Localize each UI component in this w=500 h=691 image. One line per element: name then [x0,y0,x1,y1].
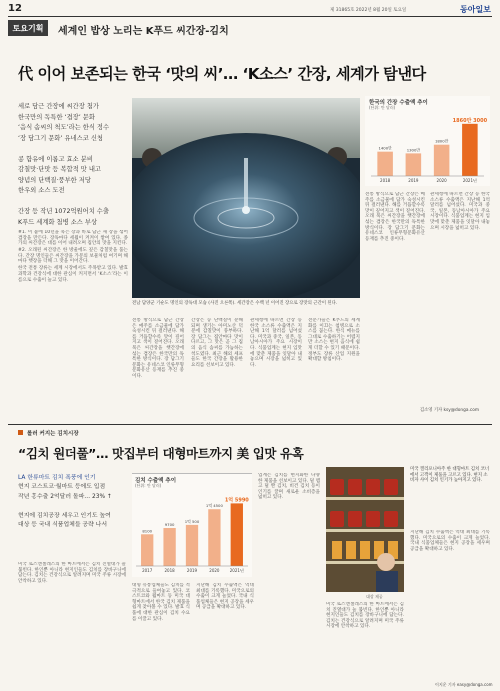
tick-label-2021년: 2021년 [229,568,244,573]
article1-body-col1 [18,230,128,418]
article2-subheads [18,474,128,530]
article1-subhead-1: 한국만의 독특한 ‘겹장’ 문화 [18,113,95,121]
kimchi-store-photo-image [326,467,404,592]
bar-2020 [208,509,220,566]
issue-info: 제 31865호 2022년 8월 20일 토요일 [330,8,407,13]
bar-2017 [141,534,153,566]
soy-sauce-photo [132,98,360,298]
article2-headline: “김치 원더풀”… 맛집부터 대형마트까지 美 입맛 유혹 [18,446,304,461]
bar-2019 [406,153,422,176]
article1-subheads [18,102,128,228]
chart2-unit: (단위: 만 달러) [135,483,162,488]
tick-label-2018: 2018 [164,568,175,573]
article1-body-col2: 전통 방식으로 담근 간장은 메주를 소금물에 담가 숙성시킨 뒤 걸러낸다. 해를 거듭할수록 맛이 깊어지고 색이 짙어진다. 오래 묵은 씨간장을 햇간장에 섞는 겹장은 한국만의 독특한 방식이다. 장 담그기 문화는 유네스코 인류무형문화유산 등재를 추진 중이다. [132,318,184,379]
article2-body-col4: 업계는 김치를 현지화한 다양한 제품을 선보이고 있다. 덜 맵고 덜 짠 김치, 비건 김치 등이 인기를 끌며 새로운 소비층을 넓히고 있다. [258,473,320,501]
article2-body-col2: 대형 유통업체들도 김치를 적극적으로 들여놓고 있다. 코스트코와 월마트 등 미국 대형마트에서 한국 김치 제품을 쉽게 찾아볼 수 있다. 발효 식품에 대한 관심이 김치 수요를 이끌고 있다. [132,583,190,622]
value-label-2018: 9700 [164,522,175,528]
article2-kicker: 롤러 커지는 김치시장 [27,431,79,437]
value-label-2019: 1억 500 [184,518,200,524]
tick-label-2020: 2020 [436,178,447,183]
bar-2018 [163,528,175,566]
kimchi-store-photo [326,467,404,592]
article1-byline: 김소영 기자 ksy@donga.com [420,408,480,413]
bar-2019 [186,525,198,566]
article1-paragraph-0: #1. 이 불에 10년을 묵은 장과 바로 담근 새 장을 섞어 겹장을 만든다. 장독마다 세월이 켜켜이 쌓여 있다. 종가의 씨간장은 대를 이어 내려오며 집안의 맛을 지킨다. [18,230,128,247]
article2-photo-caption: 미국 캘리포니아주 한 대형마트 김치 코너에서 고객이 제품을 고르고 있다. 현지 소비자 사이 김치 인기가 높아지고 있다. [410,467,490,484]
chart1-unit: (단위: 만 달러) [369,105,396,110]
article1-paragraph-1: #2. 오래된 씨간장은 한 방울에도 깊은 감칠맛을 품는다. 간장 명인들은 씨간장을 가문의 보물처럼 여기며 해마다 햇장을 더해 그 맛을 이어간다. [18,248,128,265]
bar-2021년 [462,124,478,176]
tick-label-2019: 2019 [186,568,198,573]
article2-subhead-2: 작년 홍수출 2억달러 돌파… 23% ↑ [18,493,112,500]
section-title: 세계인 밥상 노리는 K푸드 씨간장-김치 [58,26,229,37]
export-chart-2 [132,473,252,577]
chart1-plot [365,96,490,186]
header-rule [8,16,492,17]
article1-subhead-10: 간장 등 작년 1072억원어치 수출 [18,208,109,215]
article2-body-col6: 지난해 김치 수출액은 역대 최대를 기록했다. 미국으로의 수출이 크게 늘었다. 국내 식품업체들은 현지 공장을 세우며 공급을 확대하고 있다. [410,530,490,552]
soy-photo-caption: 전남 담양군 기순도 명인의 장독대 모습 (사진 오른쪽). 세간장은 수백 년 이어진 장으로 장맛의 근간이 된다. [132,301,338,306]
chart2-title: 김치 수출액 추이 [135,478,177,484]
article1-body-col3: 간장은 콩 단백질이 분해되며 생기는 아미노산 덕분에 감칠맛이 풍부하다. 장 담그는 집안마다 맛이 다르고, 그 맛은 곧 그 집의 음식 솜씨를 가늠하는 척도였다. 최근 해외 셰프들도 한국 간장을 활용한 요리를 선보이고 있다. [191,318,243,368]
section-tag-label: 토요기획 [12,24,44,33]
article2-byline: 이지운 기자 easy@donga.com [435,682,493,687]
article1-subhead-2: ‘음식 솜씨의 척도’라는 한식 정수 [18,124,110,131]
article2-subhead-3 [18,502,128,511]
bar-2021년 [231,503,243,566]
kicker-marker [18,430,23,435]
value-label-2020: 1800만 [434,138,449,144]
tick-label-2021년: 2021년 [462,178,477,183]
article2-subhead-4: 현지에 김치공장 세우고 인기도 높여 [18,512,111,519]
article2-subhead-5: 대상 등 국내 식품업체들 공략 나서 [18,522,108,529]
article2-body-col1: 미국 로스앤젤레스의 한 마트에서는 김치 진열대가 늘 붐빈다. 한인뿐 아니라 현지인들도 김치를 장바구니에 담는다. 김치는 건강식으로 알려지며 미국 주류 시장에 안착하고 있다. [18,562,126,584]
article1-body-col5: 전문가들은 K푸드의 세계화를 이끄는 첨병으로 소스를 꼽는다. 한식 메뉴를 그대로 수출하기는 어렵지만 소스는 현지 음식에 쉽게 더할 수 있기 때문이다. 정부도 장류 산업 지원을 확대할 방침이다. [308,318,360,363]
article1-body-col4: 관세청에 따르면 간장 등 한국 소스류 수출액은 지난해 1억 달러를 넘어섰다. 미국과 중국, 일본, 동남아시아가 주요 시장이다. 식품업계는 현지 입맛에 맞춘 제품을 잇달아 내놓으며 시장을 넓히고 있다. [250,318,302,368]
article1-subhead-3: ‘장 담그기 문화’ 유네스코 신청 [18,134,104,142]
value-label-2020: 1억 4500 [205,503,223,509]
article1-subhead-7: 양념의 단백질·풍부한 저당 [18,176,91,184]
article1-subhead-6: 감칠맛·단맛 등 복합적 맛 내고 [18,166,102,173]
article1-paragraph-2: 한국 전통 장류는 세계 시장에서도 주목받고 있다. 발효 과학과 건강식에 대한 관심이 커지면서 ‘K소스’라는 이름으로 수출이 늘고 있다. [18,266,128,283]
export-chart-1 [365,96,490,186]
chart2-plot [132,474,252,578]
article1-body-col6: 전통 방식으로 담근 간장은 메주를 소금물에 담가 숙성시킨 뒤 걸러낸다. 해를 거듭할수록 맛이 깊어지고 색이 짙어진다. 오래 묵은 씨간장을 햇간장에 섞는 겹장은 한국만의 독특한 방식이다. 장 담그기 문화는 유네스코 인류무형문화유산 등재를 추진 중이다. [365,192,425,242]
article1-subhead-4 [18,144,128,155]
value-label-2019: 1300만 [406,147,421,153]
article1-subhead-11: K푸드 세계화 첨병 소스 부상 [18,218,98,226]
article2-body-col5: 미국 로스앤젤레스의 한 마트에서는 김치 진열대가 늘 붐빈다. 한인뿐 아니라 현지인들도 김치를 장바구니에 담는다. 김치는 건강식으로 알려지며 미국 주류 시장에 안착하고 있다. [326,602,404,630]
masthead-logo: 동아일보 [460,4,491,14]
article1-subhead-5: 콩 함유에 이롭고 효소 분비 [18,155,93,163]
bar-2018 [377,152,393,176]
chart1-title: 한국의 간장 수출액 추이 [369,100,428,106]
value-label-2017: 8100 [142,528,153,534]
article1-body-col7: 관세청에 따르면 간장 등 한국 소스류 수출액은 지난해 1억 달러를 넘어섰다. 미국과 중국, 일본, 동남아시아가 주요 시장이다. 식품업계는 현지 입맛에 맞춘 제품을 잇달아 내놓으며 시장을 넓히고 있다. [430,192,490,231]
kimchi-photo-credit: 대상 제공 [366,594,383,599]
page-number: 12 [8,3,22,14]
soy-sauce-photo-image [132,98,360,298]
article2-subhead-0: LA 한류마트 김치 폭풍에 인기 [18,475,96,481]
article1-subhead-9 [18,197,128,208]
tick-label-2020: 2020 [209,568,220,573]
article1-subhead-0: 세로 담근 간장에 씨간장 첨가 [18,103,99,110]
article1-subhead-8: 한우외 소스 도전 [18,187,65,194]
section-divider [8,424,492,425]
tick-label-2017: 2017 [142,568,153,573]
value-label-2021년: 1억 5990 [224,497,249,504]
bar-2020 [434,145,450,176]
value-label-2021년: 1860만 3000 [452,117,488,124]
tick-label-2018: 2018 [380,178,391,183]
article1-headline: 代 이어 보존되는 한국 ‘맛의 씨’… ‘K소스’ 간장, 세계가 탐낸다 [18,65,426,83]
article2-body-col3: 지난해 김치 수출액은 역대 최대를 기록했다. 미국으로의 수출이 크게 늘었다. 국내 식품업체들은 현지 공장을 세우며 공급을 확대하고 있다. [196,583,254,611]
article2-subhead-1: 현지 코스트코·월마트 등에도 입점 [18,484,106,491]
tick-label-2019: 2019 [408,178,419,183]
value-label-2018: 1400만 [378,145,392,151]
